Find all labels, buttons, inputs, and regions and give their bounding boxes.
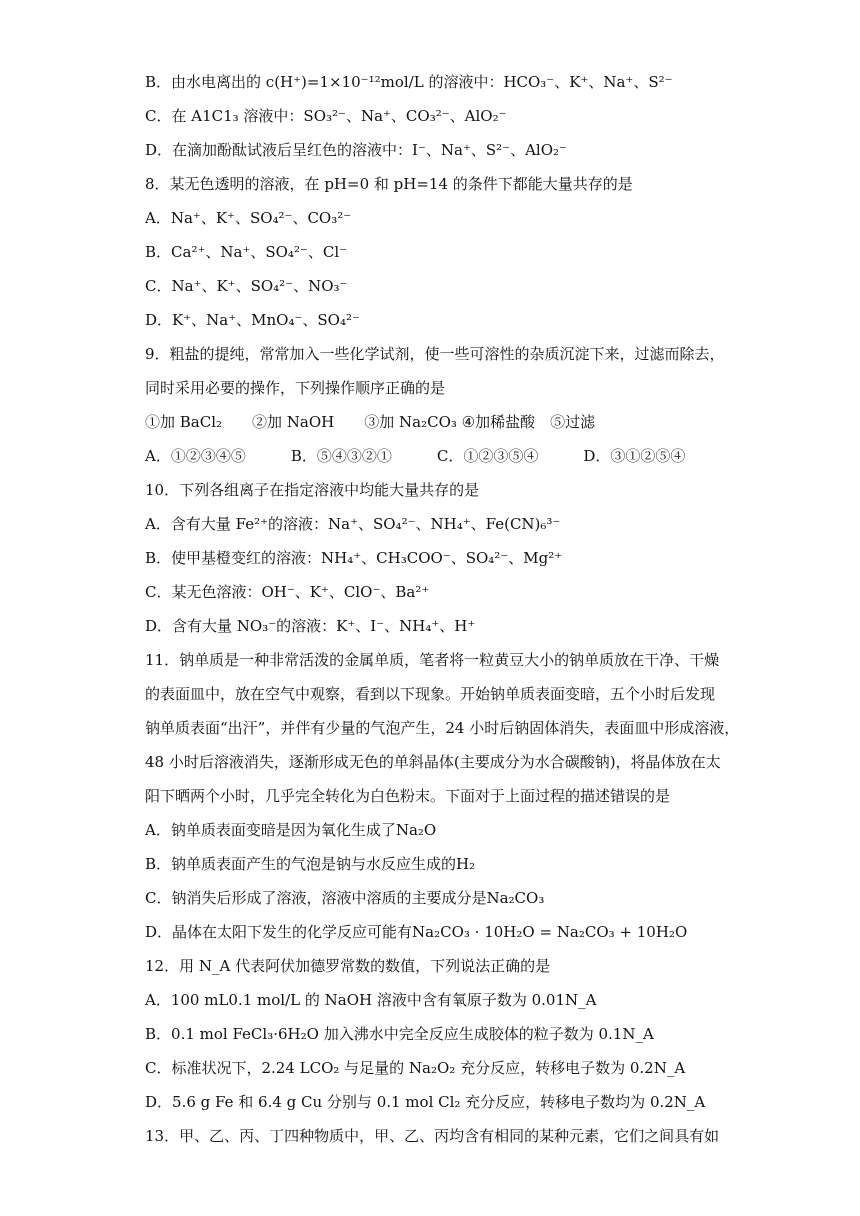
option-8a: A．Na⁺、K⁺、SO₄²⁻、CO₃²⁻ — [145, 209, 352, 227]
question-8-stem: 8．某无色透明的溶液，在 pH=0 和 pH=14 的条件下都能大量共存的是 — [145, 175, 633, 193]
question-13-stem: 13．甲、乙、丙、丁四种物质中，甲、乙、丙均含有相同的某种元素，它们之间具有如 — [145, 1127, 720, 1145]
option-10c: C．某无色溶液：OH⁻、K⁺、ClO⁻、Ba²⁺ — [145, 583, 430, 601]
question-11-stem-2: 的表面皿中，放在空气中观察，看到以下现象。开始钠单质表面变暗，五个小时后发现 — [145, 685, 716, 703]
option-12a: A．100 mL0.1 mol/L 的 NaOH 溶液中含有氧原子数为 0.01N_A — [145, 991, 597, 1009]
question-12-stem: 12．用 N_A 代表阿伏加德罗常数的数值，下列说法正确的是 — [145, 957, 551, 975]
question-9-steps: ①加 BaCl₂ ②加 NaOH ③加 Na₂CO₃ ④加稀盐酸 ⑤过滤 — [145, 413, 596, 431]
option-10b: B．使甲基橙变红的溶液：NH₄⁺、CH₃COO⁻、SO₄²⁻、Mg²⁺ — [145, 549, 563, 567]
question-11-stem-1: 11．钠单质是一种非常活泼的金属单质，笔者将一粒黄豆大小的钠单质放在干净、干燥 — [145, 651, 720, 669]
question-10-stem: 10．下列各组离子在指定溶液中均能大量共存的是 — [145, 481, 480, 499]
question-9-stem-cont: 同时采用必要的操作，下列操作顺序正确的是 — [145, 379, 446, 397]
option-12d: D．5.6 g Fe 和 6.4 g Cu 分别与 0.1 mol Cl₂ 充分反应，转移电子数均为 0.2N_A — [145, 1093, 706, 1111]
option-10d: D．含有大量 NO₃⁻的溶液：K⁺、I⁻、NH₄⁺、H⁺ — [145, 617, 476, 635]
option-12c: C．标准状况下，2.24 LCO₂ 与足量的 Na₂O₂ 充分反应，转移电子数为 0.2N_A — [145, 1059, 686, 1077]
question-9-options: A．①②③④⑤ B．⑤④③②① C．①②③⑤④ D．③①②⑤④ — [145, 447, 686, 465]
question-11-stem-5: 阳下晒两个小时，几乎完全转化为白色粉末。下面对于上面过程的描述错误的是 — [145, 787, 671, 805]
option-12b: B．0.1 mol FeCl₃·6H₂O 加入沸水中完全反应生成胶体的粒子数为 0.1N_A — [145, 1025, 654, 1043]
option-11a: A．钠单质表面变暗是因为氧化生成了Na₂O — [145, 821, 437, 839]
option-7d: D．在滴加酚酞试液后呈红色的溶液中：I⁻、Na⁺、S²⁻、AlO₂⁻ — [145, 141, 567, 159]
option-8c: C．Na⁺、K⁺、SO₄²⁻、NO₃⁻ — [145, 277, 348, 295]
option-11b: B．钠单质表面产生的气泡是钠与水反应生成的H₂ — [145, 855, 476, 873]
question-11-stem-4: 48 小时后溶液消失，逐渐形成无色的单斜晶体(主要成分为水合碳酸钠)，将晶体放在太 — [145, 753, 721, 771]
option-7c: C．在 A1C1₃ 溶液中：SO₃²⁻、Na⁺、CO₃²⁻、AlO₂⁻ — [145, 107, 507, 125]
question-9-stem: 9．粗盐的提纯，常常加入一些化学试剂，使一些可溶性的杂质沉淀下来，过滤而除去， — [145, 345, 725, 363]
option-8b: B．Ca²⁺、Na⁺、SO₄²⁻、Cl⁻ — [145, 243, 348, 261]
option-10a: A．含有大量 Fe²⁺的溶液：Na⁺、SO₄²⁻、NH₄⁺、Fe(CN)₆³⁻ — [145, 515, 561, 533]
question-11-stem-3: 钠单质表面“出汗”，并伴有少量的气泡产生，24 小时后钠固体消失，表面皿中形成溶液， — [145, 719, 740, 737]
option-7b: B．由水电离出的 c(H⁺)=1×10⁻¹²mol/L 的溶液中：HCO₃⁻、K⁺、Na⁺、S²⁻ — [145, 73, 673, 91]
option-8d: D．K⁺、Na⁺、MnO₄⁻、SO₄²⁻ — [145, 311, 360, 329]
option-11c: C．钠消失后形成了溶液，溶液中溶质的主要成分是Na₂CO₃ — [145, 889, 545, 907]
option-11d: D．晶体在太阳下发生的化学反应可能有Na₂CO₃ · 10H₂O = Na₂CO₃ + 10H₂O — [145, 923, 688, 941]
